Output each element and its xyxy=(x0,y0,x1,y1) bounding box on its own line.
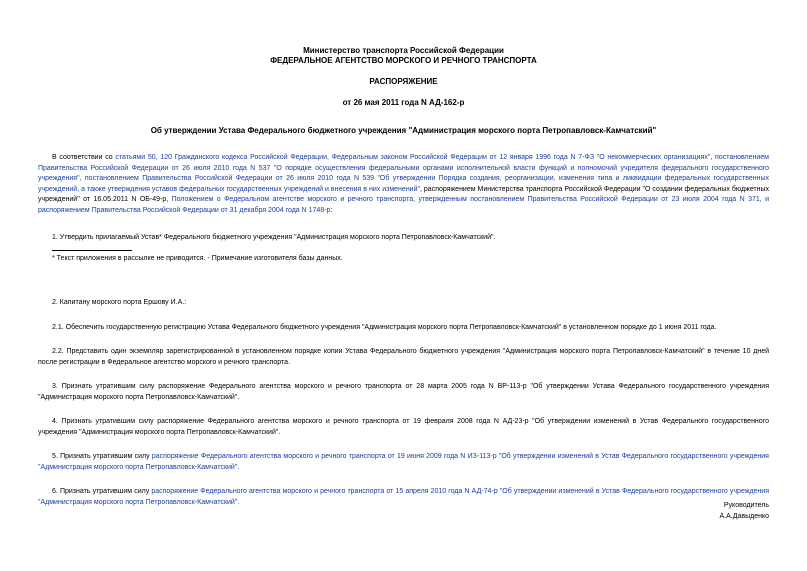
item-6 xyxy=(38,487,769,508)
intro-legal-link-1[interactable]: статьями 50, 120 Гражданского кодекса Российской Федерации, Федеральным законом Российской Федерации от 12 января 1996 года N 7-ФЗ "О некоммерческих организациях", постановлением Правительства Российской Федерации от 26 июля 2010 года N 537 "О порядке осуществления федеральными органами исполнительной власти функций и полномочий учредителя федерального государственного учреждения", постановлением Правительства Российской Федерации от 26 июля 2010 года N 539 "Об утверждении Порядка создания, реорганизации, изменения типа и ликвидации федеральных государственных учреждений, а также утверждения уставов федеральных государственных учреждений и внесения в них изменений" xyxy=(38,154,769,193)
footnote: * Текст приложения в рассылке не приводится. - Примечание изготовителя базы данных. xyxy=(52,254,343,262)
intro-text-2: , распоряжением Министерства транспорта Российской Федерации "О создании федеральных бюджетных учреждений" от 16.05.2011 N ОБ-49-р, xyxy=(38,185,770,203)
footnote-separator xyxy=(52,250,132,251)
signature-block xyxy=(720,501,770,522)
item-6-text: 6. Признать утратившим силу xyxy=(52,488,152,495)
agency-name: ФЕДЕРАЛЬНОЕ АГЕНТСТВО МОРСКОГО И РЕЧНОГО ТРАНСПОРТА xyxy=(270,56,537,65)
document-date-number: от 26 мая 2011 года N АД-162-р xyxy=(342,98,465,107)
intro-text-1: В соответствии со xyxy=(52,154,116,161)
item-5-text: 5. Признать утратившим силу xyxy=(52,453,152,460)
item-3: 3. Признать утратившим силу распоряжение Федерального агентства морского и речного транспорта от 28 марта 2005 года N ВР-113-р "Об утверждении Устава Федерального государственного учреждения "Администрация морского порта Петропавловск-Камчатский". xyxy=(38,383,769,401)
signature-name: А.А.Давыденко xyxy=(719,512,769,520)
item-4: 4. Признать утратившим силу распоряжение Федерального агентства морского и речного транспорта от 19 февраля 2008 года N АД-23-р "Об утверждении изменений в Устав Федерального государственного учреждения "Администрация морского порта Петропавловск-Камчатский". xyxy=(38,418,769,436)
item-2: 2. Капитану морского порта Ершову И.А.: xyxy=(52,299,187,306)
item-2-2: 2.2. Представить один экземпляр зарегистрированной в установленном порядке копии Устава Федерального бюджетного учреждения "Администрация морского порта Петропавловск-Камчатский" в течение 10 дней после регистрации в Федеральное агентство морского и речного транспорта. xyxy=(38,348,769,366)
signature-role: Руководитель xyxy=(723,502,769,509)
intro-text-3: : xyxy=(330,206,333,214)
item-5-link[interactable]: распоряжение Федерального агентства морского и речного транспорта от 19 июня 2009 года N ИЗ-113-р "Об утверждении изменений в Устав Федерального государственного учреждения "Администрация морского порта Петропавловск-Камчатский". xyxy=(38,453,769,471)
intro-paragraph xyxy=(38,153,769,216)
item-5 xyxy=(38,452,769,473)
ministry-name: Министерство транспорта Российской Федерации xyxy=(303,46,504,55)
document-type: РАСПОРЯЖЕНИЕ xyxy=(369,77,438,86)
item-6-link[interactable]: распоряжение Федерального агентства морского и речного транспорта от 15 апреля 2010 года N АД-74-р "Об утверждении изменений в Устав Федерального государственного учреждения "Администрация морского порта Петропавловск-Камчатский". xyxy=(38,488,769,506)
document-title: Об утверждении Устава Федерального бюджетного учреждения "Администрация морского порта Петропавловск-Камчатский" xyxy=(150,126,657,135)
intro-legal-link-2[interactable]: Положением о Федеральном агентстве морского и речного транспорта, утвержденным постановлением Правительства Российской Федерации от 23 июля 2004 года N 371, и распоряжением Правительства Российской Федерации от 31 декабря 2004 года N 1748-р xyxy=(38,196,770,214)
item-1: 1. Утвердить прилагаемый Устав* Федерального бюджетного учреждения "Администрация морского порта Петропавловск-Камчатский". xyxy=(52,234,496,241)
item-2-1: 2.1. Обеспечить государственную регистрацию Устава Федерального бюджетного учреждения "Администрация морского порта Петропавловск-Камчатский" в установленном порядке до 1 июня 2011 года. xyxy=(52,323,717,331)
